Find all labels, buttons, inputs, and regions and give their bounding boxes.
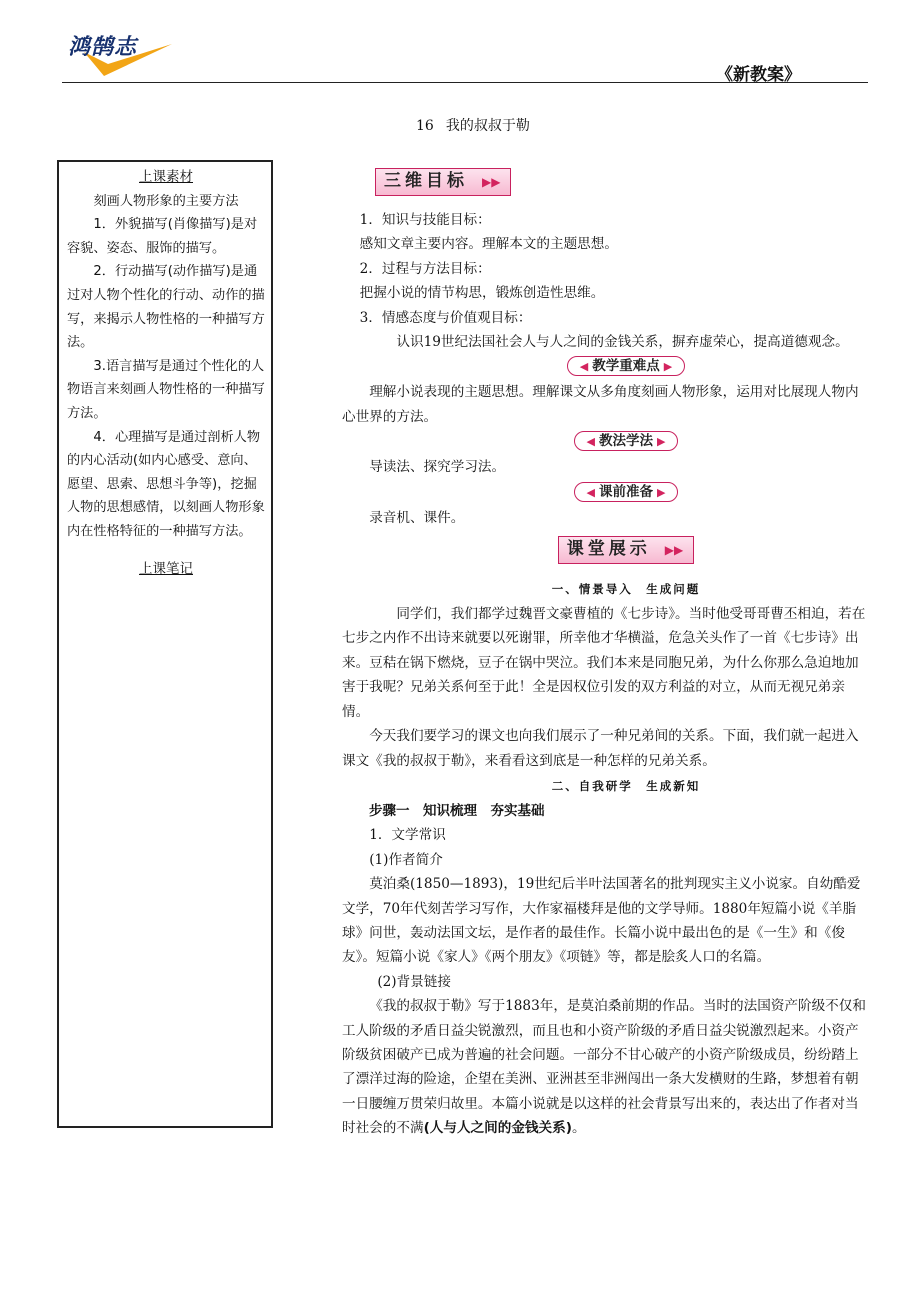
key-points-text: 理解小说表现的主题思想。理解课文从多角度刻画人物形象，运用对比展现人物内心世界的方法。 bbox=[342, 384, 859, 425]
lesson-name: 我的叔叔于勒 bbox=[445, 118, 530, 134]
right-arrow-icon: ▶ bbox=[657, 485, 666, 499]
sidebar-item: 1．外貌描写(肖像描写)是对容貌、姿态、服饰的描写。 bbox=[67, 217, 258, 256]
sidebar-item: 2．行动描写(动作描写)是通过对人物个性化的行动、动作的描写，来揭示人物性格的一种描写方法。 bbox=[67, 264, 265, 351]
main-content bbox=[342, 168, 870, 1141]
pill-method bbox=[574, 431, 679, 451]
right-arrow-icon: ▶ bbox=[663, 360, 673, 374]
banner-classroom bbox=[558, 536, 694, 564]
sidebar-subtitle: 刻画人物形象的主要方法 bbox=[93, 193, 239, 209]
banner-goals-label: 三维目标 bbox=[384, 171, 468, 191]
background-text bbox=[342, 994, 870, 1140]
sidebar-item: 4．心理描写是通过剖析人物的内心活动(如内心感受、意向、愿望、思索、思想斗争等)，挖掘人物的思想感情，以刻画人物形象内在性格特征的一种描写方法。 bbox=[67, 429, 265, 539]
sidebar-item: 3.语言描写是通过个性化的人物语言来刻画人物性格的一种描写方法。 bbox=[67, 358, 265, 421]
goal-text: 把握小说的情节构思，锻炼创造性思维。 bbox=[359, 285, 605, 302]
pill-key-label: 教学重难点 bbox=[592, 358, 660, 375]
lesson-number: 16 bbox=[416, 118, 434, 134]
goal-text: 感知文章主要内容。理解本文的主题思想。 bbox=[359, 236, 618, 253]
sidebar-notes-heading: 上课笔记 bbox=[139, 560, 193, 577]
doc-title: 《新教案》 bbox=[716, 65, 801, 85]
goal-title: 1．知识与技能目标： bbox=[359, 212, 491, 228]
step-heading: 步骤一 知识梳理 夯实基础 bbox=[369, 802, 545, 819]
author-title: (1)作者简介 bbox=[369, 851, 443, 868]
section-heading: 一、情景导入 生成问题 bbox=[551, 582, 701, 597]
goal-title: 3．情感态度与价值观目标： bbox=[359, 309, 532, 326]
prep-text: 录音机、课件。 bbox=[369, 509, 465, 526]
background-body: 《我的叔叔于勒》写于1883年，是莫泊桑前期的作品。当时的法国资产阶级不仅和工人阶级的矛盾日益尖锐激烈，而且也和小资产阶级的矛盾日益尖锐激烈起来。小资产阶级贫困破产已成为普遍的社会问题。一部分不甘心破产的小资产阶级成员，纷纷踏上了漂洋过海的险途，企望在美洲、亚洲甚至非洲闯出一条大发横财的生路，梦想着有朝一日腰缠万贯荣归故里。本篇小说就是以这样的社会背景写出来的，表达出了作者对当时社会的不满 bbox=[342, 998, 866, 1137]
background-title: (2)背景链接 bbox=[377, 973, 451, 990]
lesson-title bbox=[416, 115, 530, 135]
pill-prep-label: 课前准备 bbox=[599, 483, 653, 500]
intro-paragraph: 同学们，我们都学过魏晋文豪曹植的《七步诗》。当时他受哥哥曹丕相迫，若在七步之内作不出诗来就要以死谢罪，所幸他才华横溢，危急关头作了一首《七步诗》出来。豆秸在锅下燃烧，豆子在锅中哭泣。我们本来是同胞兄弟，为什么你那么急迫地加害于我呢？兄弟关系何至于此！全是因权位引发的双方利益的对立，从而无视兄弟亲情。 bbox=[342, 606, 866, 720]
sidebar-heading: 上课素材 bbox=[139, 169, 193, 185]
goal-title: 2．过程与方法目标： bbox=[359, 260, 491, 277]
left-arrow-icon: ◀ bbox=[586, 435, 595, 449]
left-arrow-icon: ◀ bbox=[579, 360, 589, 374]
banner-classroom-label: 课堂展示 bbox=[566, 539, 651, 560]
left-arrow-icon: ◀ bbox=[586, 485, 595, 499]
method-text: 导读法、探究学习法。 bbox=[369, 459, 506, 476]
logo-text: 鸿鹄志 bbox=[68, 35, 138, 60]
author-text: 莫泊桑(1850—1893)，19世纪后半叶法国著名的批判现实主义小说家。自幼酷爱文学，70年代刻苦学习写作，大作家福楼拜是他的文学导师。1880年短篇小说《羊脂球》问世，轰动法国文坛，是作者的最佳作。长篇小说中最出色的是《一生》和《俊友》。短篇小说《家人》《两个朋友》《项链》等，都是脍炙人口的名篇。 bbox=[342, 876, 861, 966]
brand-logo bbox=[64, 30, 184, 80]
double-arrow-icon: ▶▶ bbox=[664, 543, 684, 558]
double-arrow-icon: ▶▶ bbox=[482, 175, 501, 189]
lit-title: 1．文学常识 bbox=[369, 827, 446, 844]
section-heading: 二、自我研学 生成新知 bbox=[551, 778, 701, 793]
banner-goals bbox=[375, 168, 511, 196]
goal-text: 认识19世纪法国社会人与人之间的金钱关系，摒弃虚荣心，提高道德观念。 bbox=[396, 334, 849, 351]
pill-prep bbox=[574, 482, 679, 502]
right-arrow-icon: ▶ bbox=[657, 435, 666, 449]
pill-method-label: 教法学法 bbox=[599, 433, 653, 450]
intro-paragraph: 今天我们要学习的课文也向我们展示了一种兄弟间的关系。下面，我们就一起进入课文《我的叔叔于勒》，来看看这到底是一种怎样的兄弟关系。 bbox=[342, 728, 859, 769]
background-end: 。 bbox=[571, 1120, 586, 1137]
sidebar-material-box bbox=[57, 160, 273, 1128]
background-emphasis: (人与人之间的金钱关系) bbox=[423, 1120, 572, 1137]
pill-key-points bbox=[567, 356, 685, 376]
header-divider bbox=[62, 82, 868, 83]
